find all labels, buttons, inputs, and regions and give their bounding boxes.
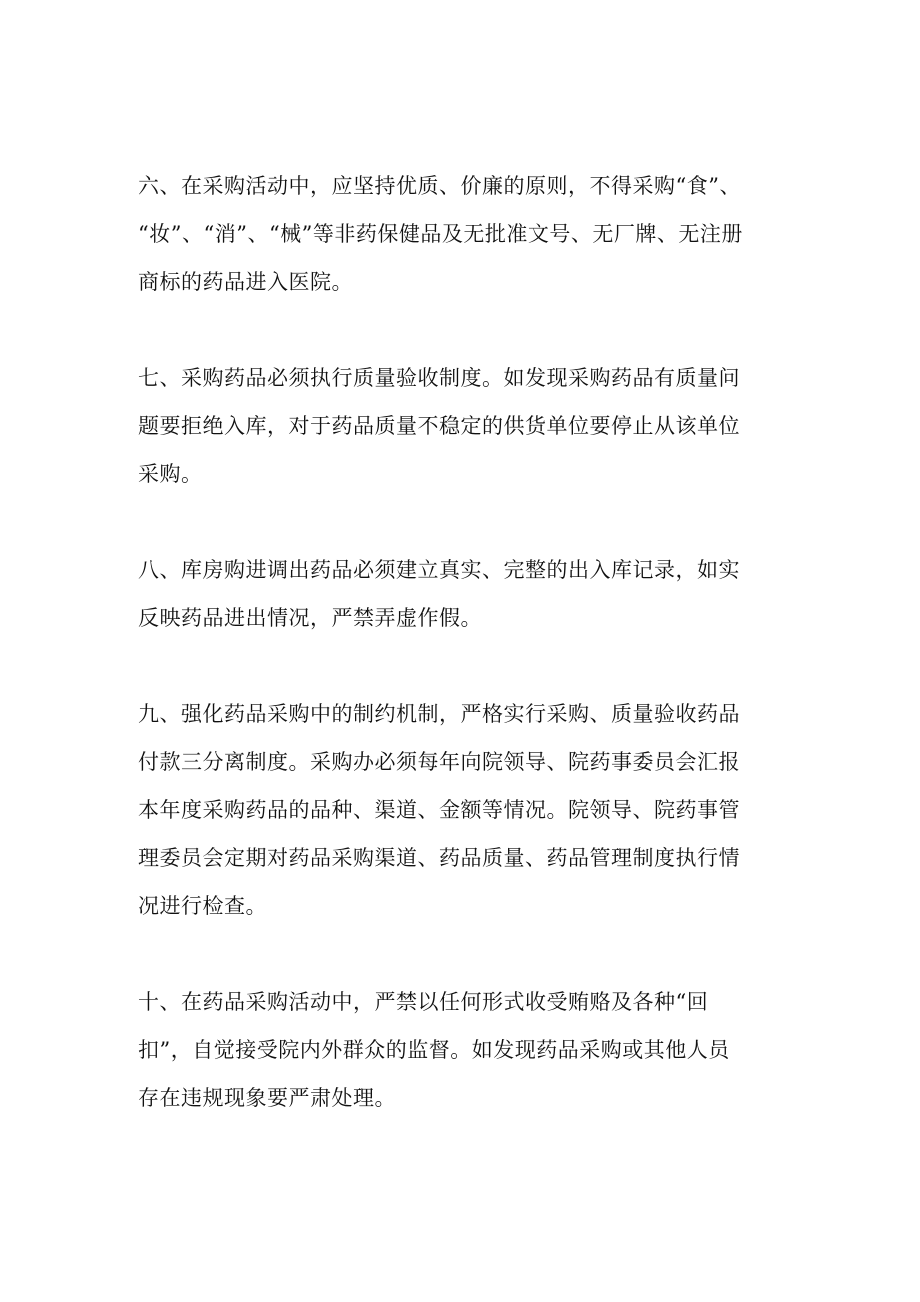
paragraph-line: “妆”、“消”、“械”等非药保健品及无批准文号、无厂牌、无注册: [138, 222, 743, 246]
paragraph-line: 采购。: [138, 462, 203, 486]
paragraph-line: 十、在药品采购活动中，严禁以任何形式收受贿赂及各种“回: [138, 990, 709, 1014]
paragraph-six: [138, 162, 786, 306]
paragraph-spacer: [138, 930, 786, 978]
paragraph-seven: [138, 354, 786, 498]
paragraph-nine: [138, 690, 786, 930]
paragraph-line: 本年度采购药品的品种、渠道、金额等情况。院领导、院药事管: [138, 798, 740, 822]
paragraph-line: 七、采购药品必须执行质量验收制度。如发现采购药品有质量问: [138, 366, 740, 390]
paragraph-line: 扣”，自觉接受院内外群众的监督。如发现药品采购或其他人员: [138, 1038, 730, 1062]
paragraph-line: 况进行检查。: [138, 894, 267, 918]
document-body: [138, 162, 786, 1122]
paragraph-spacer: [138, 306, 786, 354]
paragraph-line: 理委员会定期对药品采购渠道、药品质量、药品管理制度执行情: [138, 846, 740, 870]
paragraph-line: 八、库房购进调出药品必须建立真实、完整的出入库记录，如实: [138, 558, 740, 582]
paragraph-ten: [138, 978, 786, 1122]
paragraph-eight: [138, 546, 786, 642]
paragraph-spacer: [138, 642, 786, 690]
paragraph-line: 反映药品进出情况，严禁弄虚作假。: [138, 606, 482, 630]
paragraph-line: 九、强化药品采购中的制约机制，严格实行采购、质量验收药品: [138, 702, 740, 726]
paragraph-spacer: [138, 498, 786, 546]
paragraph-line: 商标的药品进入医院。: [138, 270, 353, 294]
paragraph-line: 存在违规现象要严肃处理。: [138, 1086, 396, 1110]
paragraph-line: 六、在采购活动中，应坚持优质、价廉的原则，不得采购“食”、: [138, 174, 741, 198]
paragraph-line: 题要拒绝入库，对于药品质量不稳定的供货单位要停止从该单位: [138, 414, 740, 438]
paragraph-line: 付款三分离制度。采购办必须每年向院领导、院药事委员会汇报: [138, 750, 740, 774]
